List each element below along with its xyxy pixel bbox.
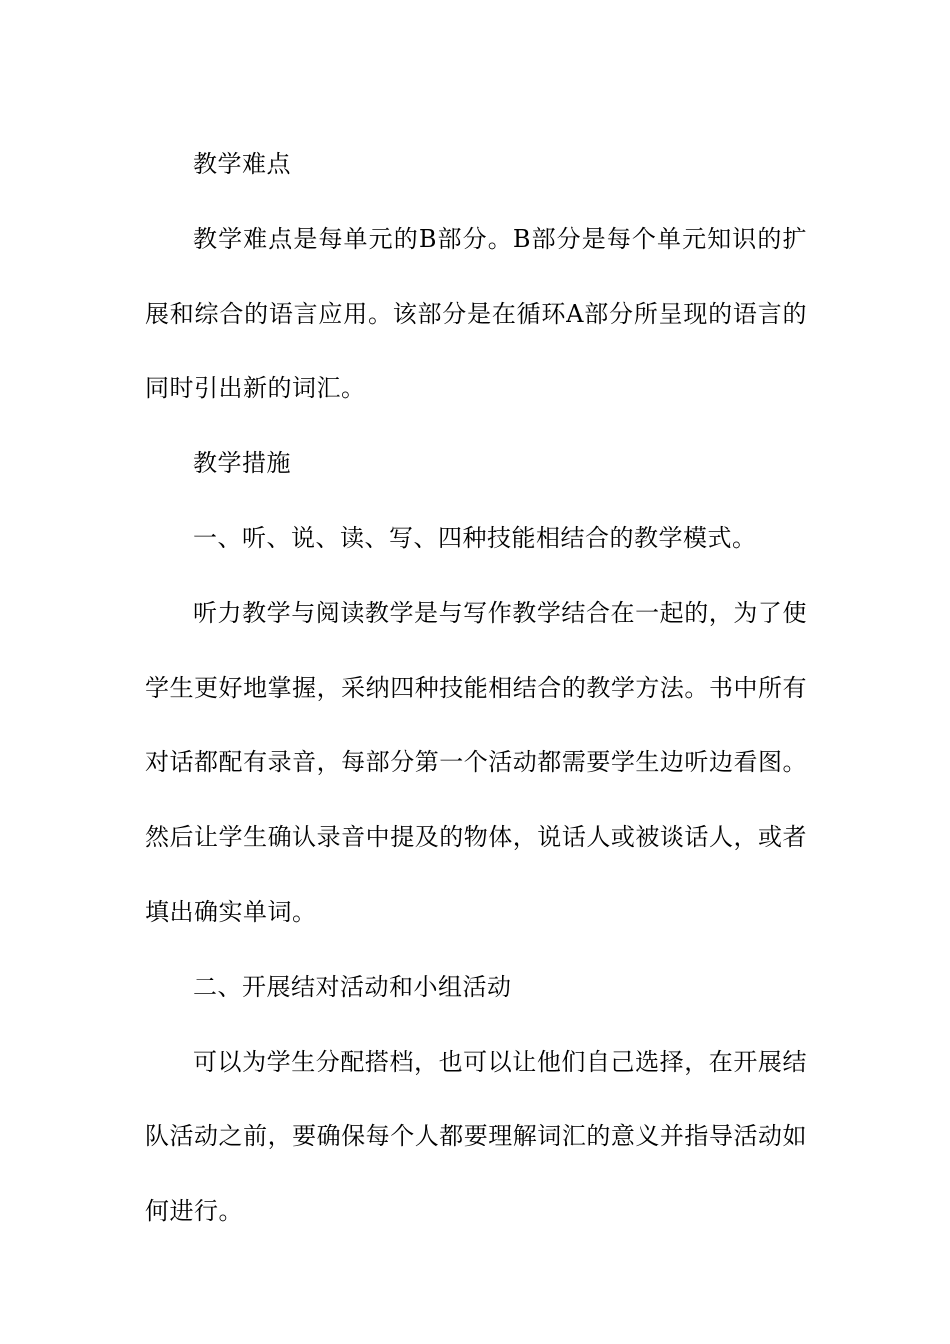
paragraph-teaching-difficulty: 教学难点是每单元的B部分。B部分是每个单元知识的扩展和综合的语言应用。该部分是在循环A部分所呈现的语言的同时引出新的词汇。 xyxy=(145,224,807,403)
paragraph-measure-two: 可以为学生分配搭档，也可以让他们自己选择，在开展结队活动之前，要确保每个人都要理解词汇的意义并指导活动如何进行。 xyxy=(145,1047,807,1226)
heading-measure-two: 二、开展结对活动和小组活动 xyxy=(193,972,512,1001)
paragraph-measure-one: 听力教学与阅读教学是与写作教学结合在一起的，为了使学生更好地掌握，采纳四种技能相结合的教学方法。书中所有对话都配有录音，每部分第一个活动都需要学生边听边看图。然后让学生确认录音中提及的物体，说话人或被谈话人，或者填出确实单词。 xyxy=(145,598,807,926)
heading-measure-one: 一、听、说、读、写、四种技能相结合的教学模式。 xyxy=(193,523,757,552)
heading-teaching-measures: 教学措施 xyxy=(193,449,291,478)
document-body xyxy=(145,127,807,1249)
heading-teaching-difficulty: 教学难点 xyxy=(193,150,291,178)
